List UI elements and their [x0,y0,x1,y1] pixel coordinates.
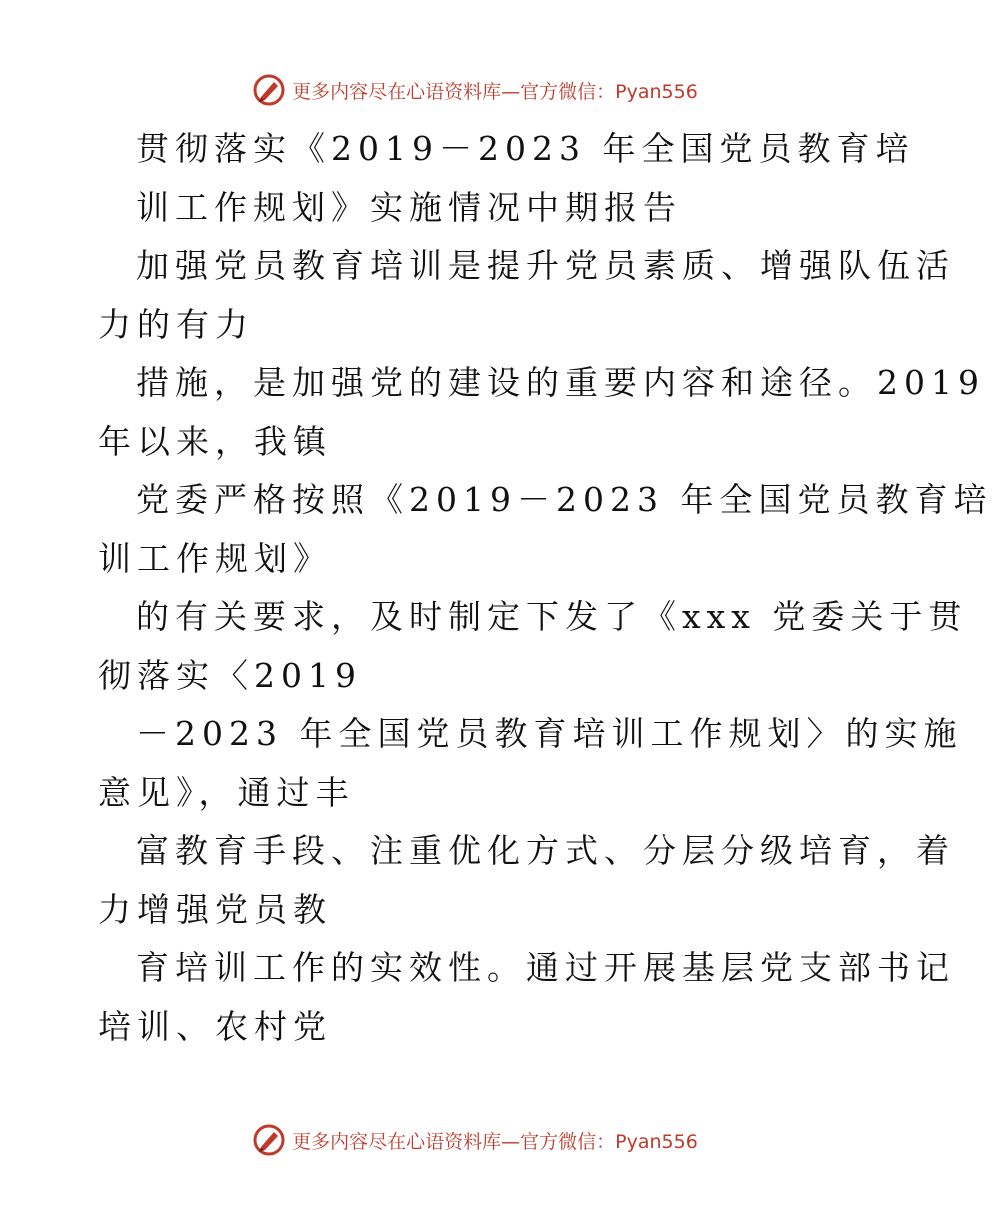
text-line: －2023 年全国党员教育培训工作规划〉的实施 [136,714,963,753]
text-line: 力增强党员教 [98,889,332,929]
text-line: 训工作规划》 [98,538,332,578]
text-line: 措施，是加强党的建设的重要内容和途径。2019 [136,363,985,402]
text-line: 彻落实〈2019 [98,655,362,695]
footer-watermark-banner [0,1120,950,1160]
text-line: 培训、农村党 [98,1006,332,1046]
text-line: 加强党员教育培训是提升党员素质、增强队伍活 [136,246,955,285]
document-body [98,120,992,1056]
pen-circle-logo-icon [252,73,286,107]
text-line: 富教育手段、注重优化方式、分层分级培育，着 [136,831,955,870]
header-watermark-banner [0,70,950,110]
text-line: 训工作规划》实施情况中期报告 [136,187,682,227]
text-line: 意见》，通过丰 [98,772,355,812]
text-line: 育培训工作的实效性。通过开展基层党支部书记 [136,948,955,987]
text-line: 党委严格按照《2019－2023 年全国党员教育培 [136,480,992,519]
watermark-text: 更多内容尽在心语资料库—官方微信：Pyan556 [292,1130,698,1153]
text-line: 力的有力 [98,304,254,344]
text-line: 贯彻落实《2019－2023 年全国党员教育培 [136,129,915,168]
text-line: 的有关要求，及时制定下发了《xxx 党委关于贯 [136,597,968,636]
watermark-text: 更多内容尽在心语资料库—官方微信：Pyan556 [292,80,698,103]
text-line: 年以来，我镇 [98,421,332,461]
pen-circle-logo-icon [252,1123,286,1157]
